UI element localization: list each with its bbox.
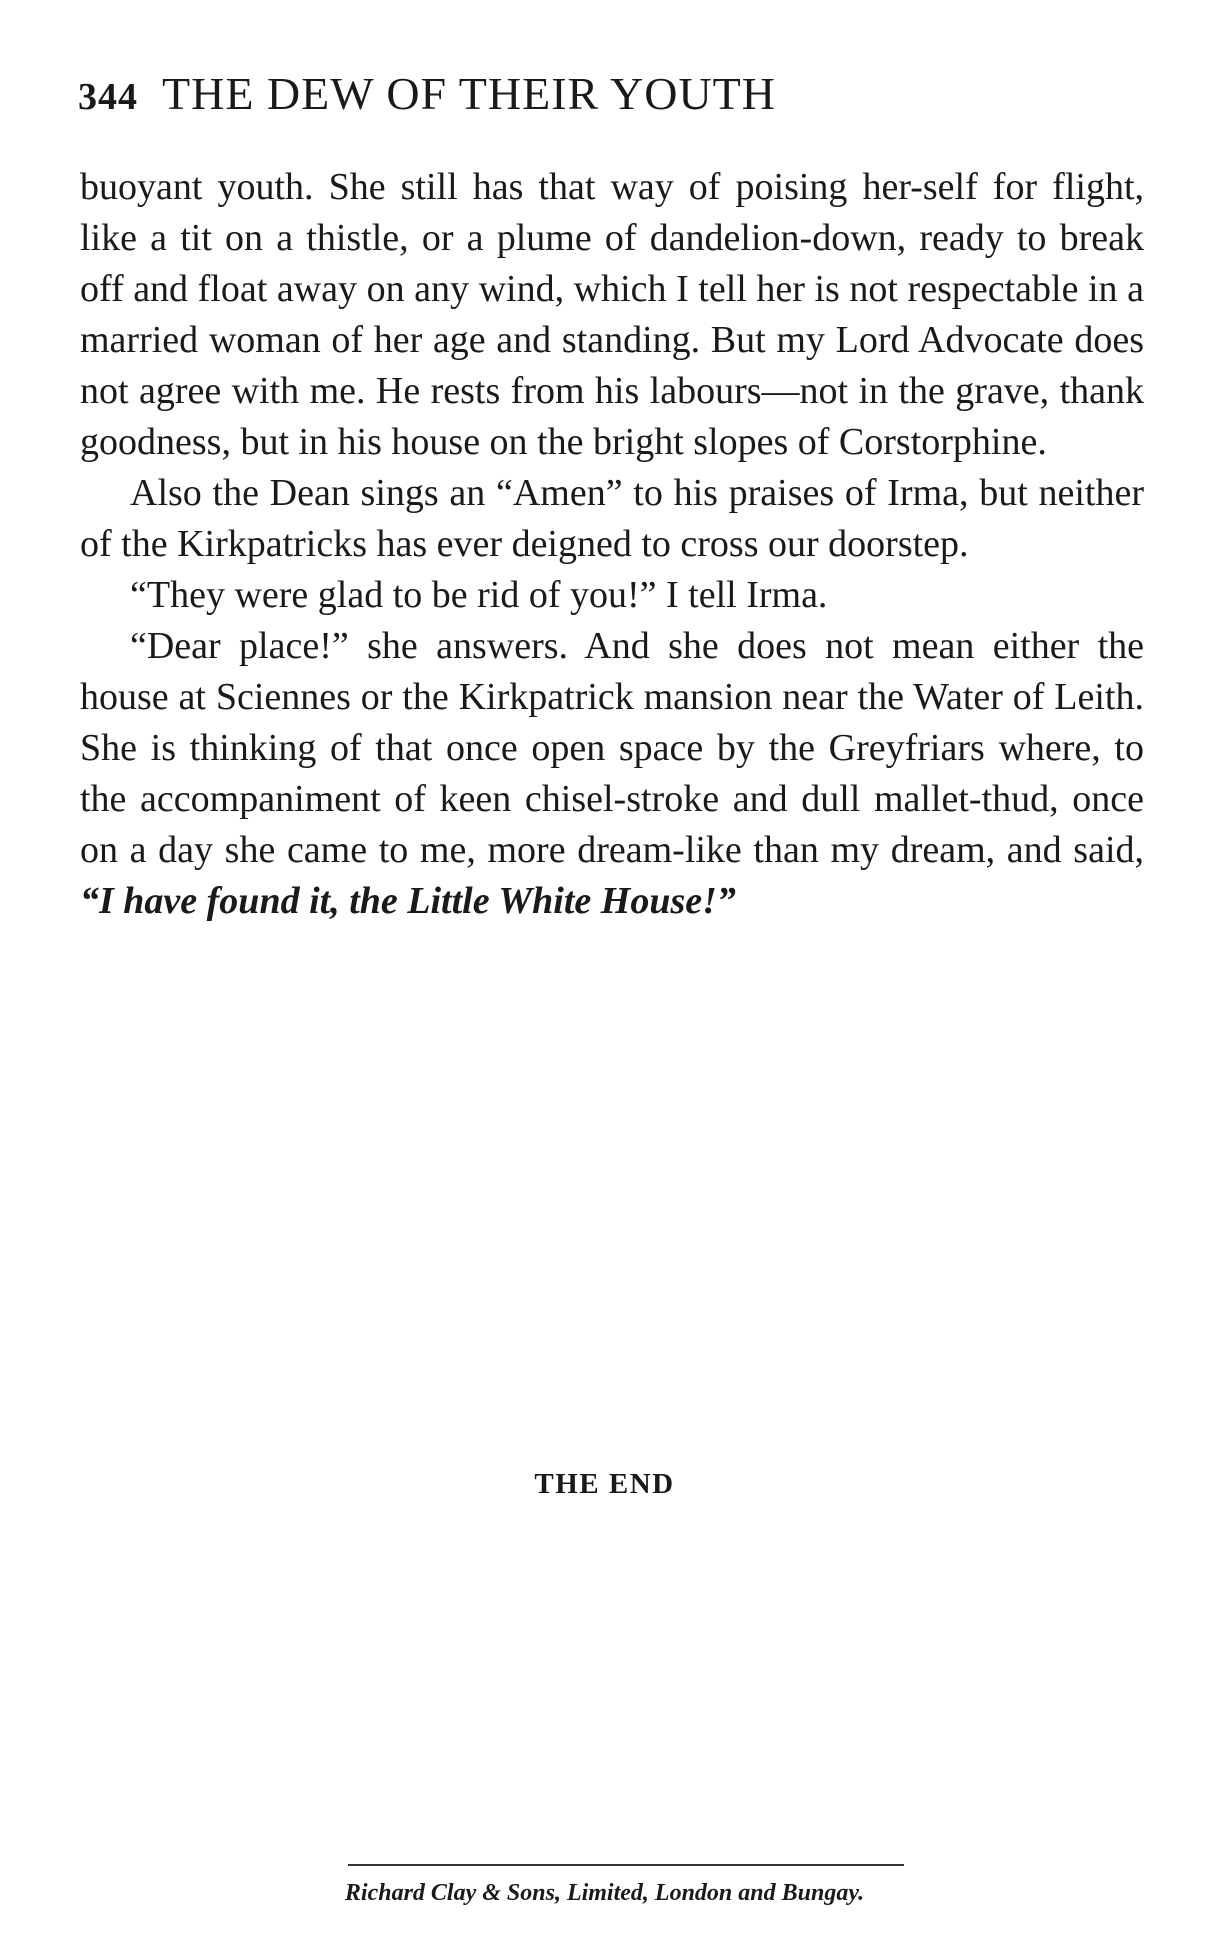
paragraph-dear-place-text: “Dear place!” she answers. And she does not mean either the house at Sciennes or the Kirkpatrick mansion near the Water of Leith. She is thinking of that once open space by the Greyfriars where, to the accompaniment of keen chisel-stroke and dull mallet-thud, once on a day she came to me, more dream-like than my dream, and said, [80, 625, 1144, 871]
running-head [78, 64, 1148, 124]
italic-quote: “I have found it, the Little White House!” [80, 880, 736, 922]
paragraph-glad: “They were glad to be rid of you!” I tell Irma. [130, 574, 828, 616]
page-number: 344 [78, 76, 138, 118]
imprint-rule [348, 1864, 904, 1866]
printer-imprint: Richard Clay & Sons, Limited, London and Bungay. [344, 1880, 865, 1906]
paragraph-dean: Also the Dean sings an “Amen” to his praises of Irma, but neither of the Kirkpatricks has ever deigned to cross our doorstep. [80, 472, 1144, 565]
paragraph-continued: buoyant youth. She still has that way of poising her-self for flight, like a tit on a thistle, or a plume of dandelion-down, ready to break off and float away on any wind, which I tell her is not respectable in a married woman of her age and standing. But my Lord Advocate does not agree with me. He rests from his labours—not in the grave, thank goodness, but in his house on the bright slopes of Corstorphine. [80, 166, 1144, 463]
paragraph-dear-place [80, 621, 1144, 927]
the-end-mark: THE END [534, 1468, 675, 1500]
running-title: THE DEW OF THEIR YOUTH [162, 68, 776, 119]
body-text [80, 162, 1144, 927]
